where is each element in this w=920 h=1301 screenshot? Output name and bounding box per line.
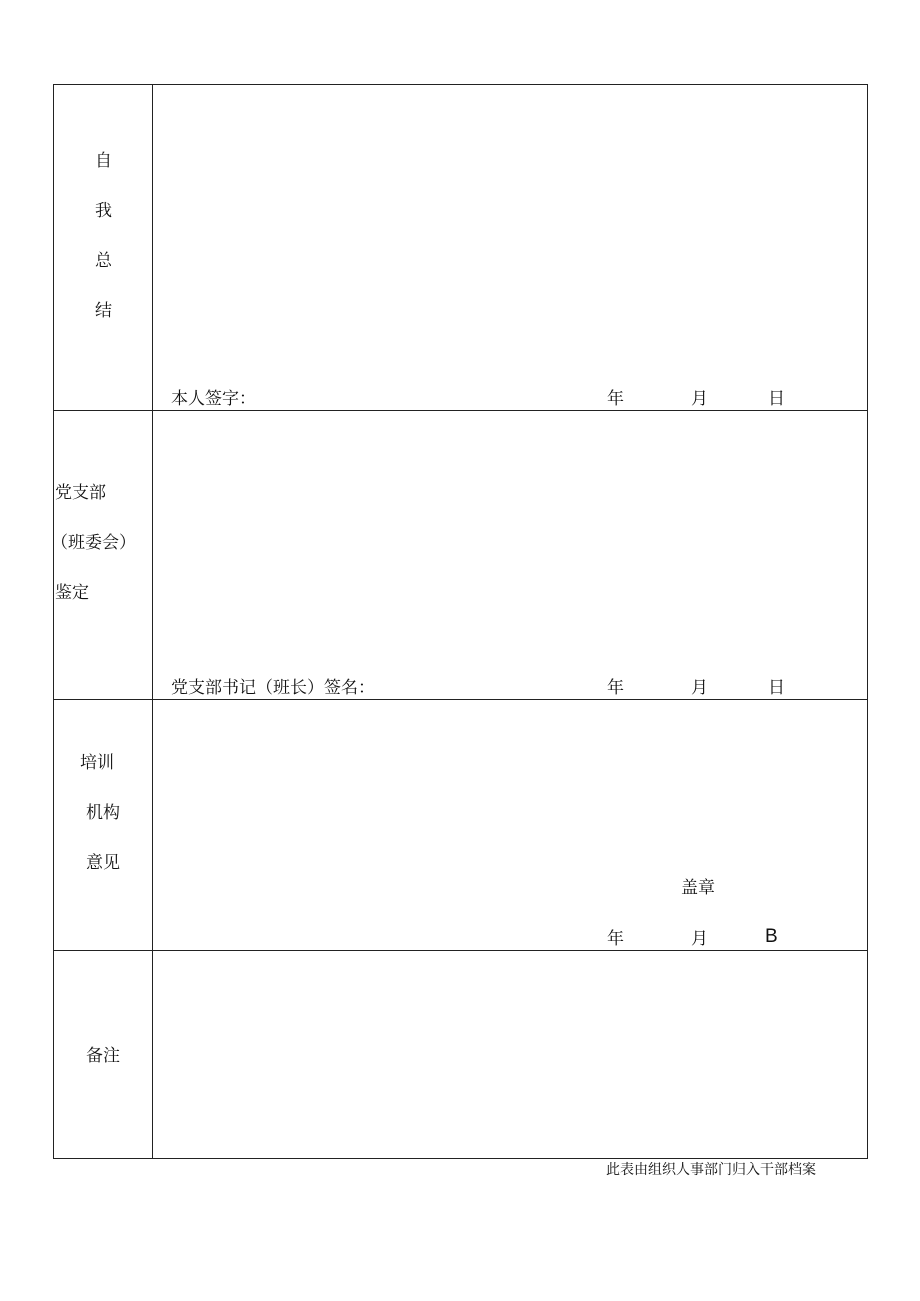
party-date-day: 日 [768,678,785,698]
self-date-day: 日 [768,389,785,409]
training-institution-content-cell[interactable] [153,700,867,950]
seal-label: 盖章 [681,878,715,898]
footer-archive-note: 此表由组织人事部门归入干部档案 [606,1162,816,1178]
training-date-day: B [765,926,778,947]
training-label-line-2: 机构 [86,803,120,823]
training-date-month: 月 [691,929,708,949]
party-branch-content-cell[interactable] [153,411,867,699]
self-summary-content-cell[interactable] [153,85,867,410]
self-signature-label: 本人签字： [171,389,256,409]
remarks-content-cell[interactable] [153,951,867,1158]
self-date-month: 月 [691,389,708,409]
party-branch-label-line-1: 党支部 [55,483,106,503]
training-institution-label-cell [54,700,153,950]
party-branch-label-cell [51,411,153,699]
self-summary-label-cell [54,85,153,410]
party-date-year: 年 [607,678,624,698]
training-institution-row [54,700,867,951]
party-secretary-signature-label: 党支部书记（班长）签名： [171,678,375,698]
party-branch-label-line-3: 鉴定 [55,583,89,603]
party-branch-label-line-2: （班委会） [51,533,136,553]
self-summary-label-char-2: 我 [95,201,112,221]
training-date-year: 年 [607,929,624,949]
training-label-line-1: 培训 [80,753,114,773]
remarks-label-cell [54,951,153,1158]
self-summary-label-char-1: 自 [95,151,112,171]
party-date-month: 月 [691,678,708,698]
remarks-row [54,951,867,1158]
self-summary-row [54,85,867,411]
remarks-label: 备注 [86,1046,120,1066]
training-label-line-3: 意见 [86,853,120,873]
party-branch-row [51,411,867,700]
self-date-year: 年 [607,389,624,409]
self-summary-label-char-4: 结 [95,301,112,321]
evaluation-form-table [53,84,868,1159]
self-summary-label-char-3: 总 [95,251,112,271]
